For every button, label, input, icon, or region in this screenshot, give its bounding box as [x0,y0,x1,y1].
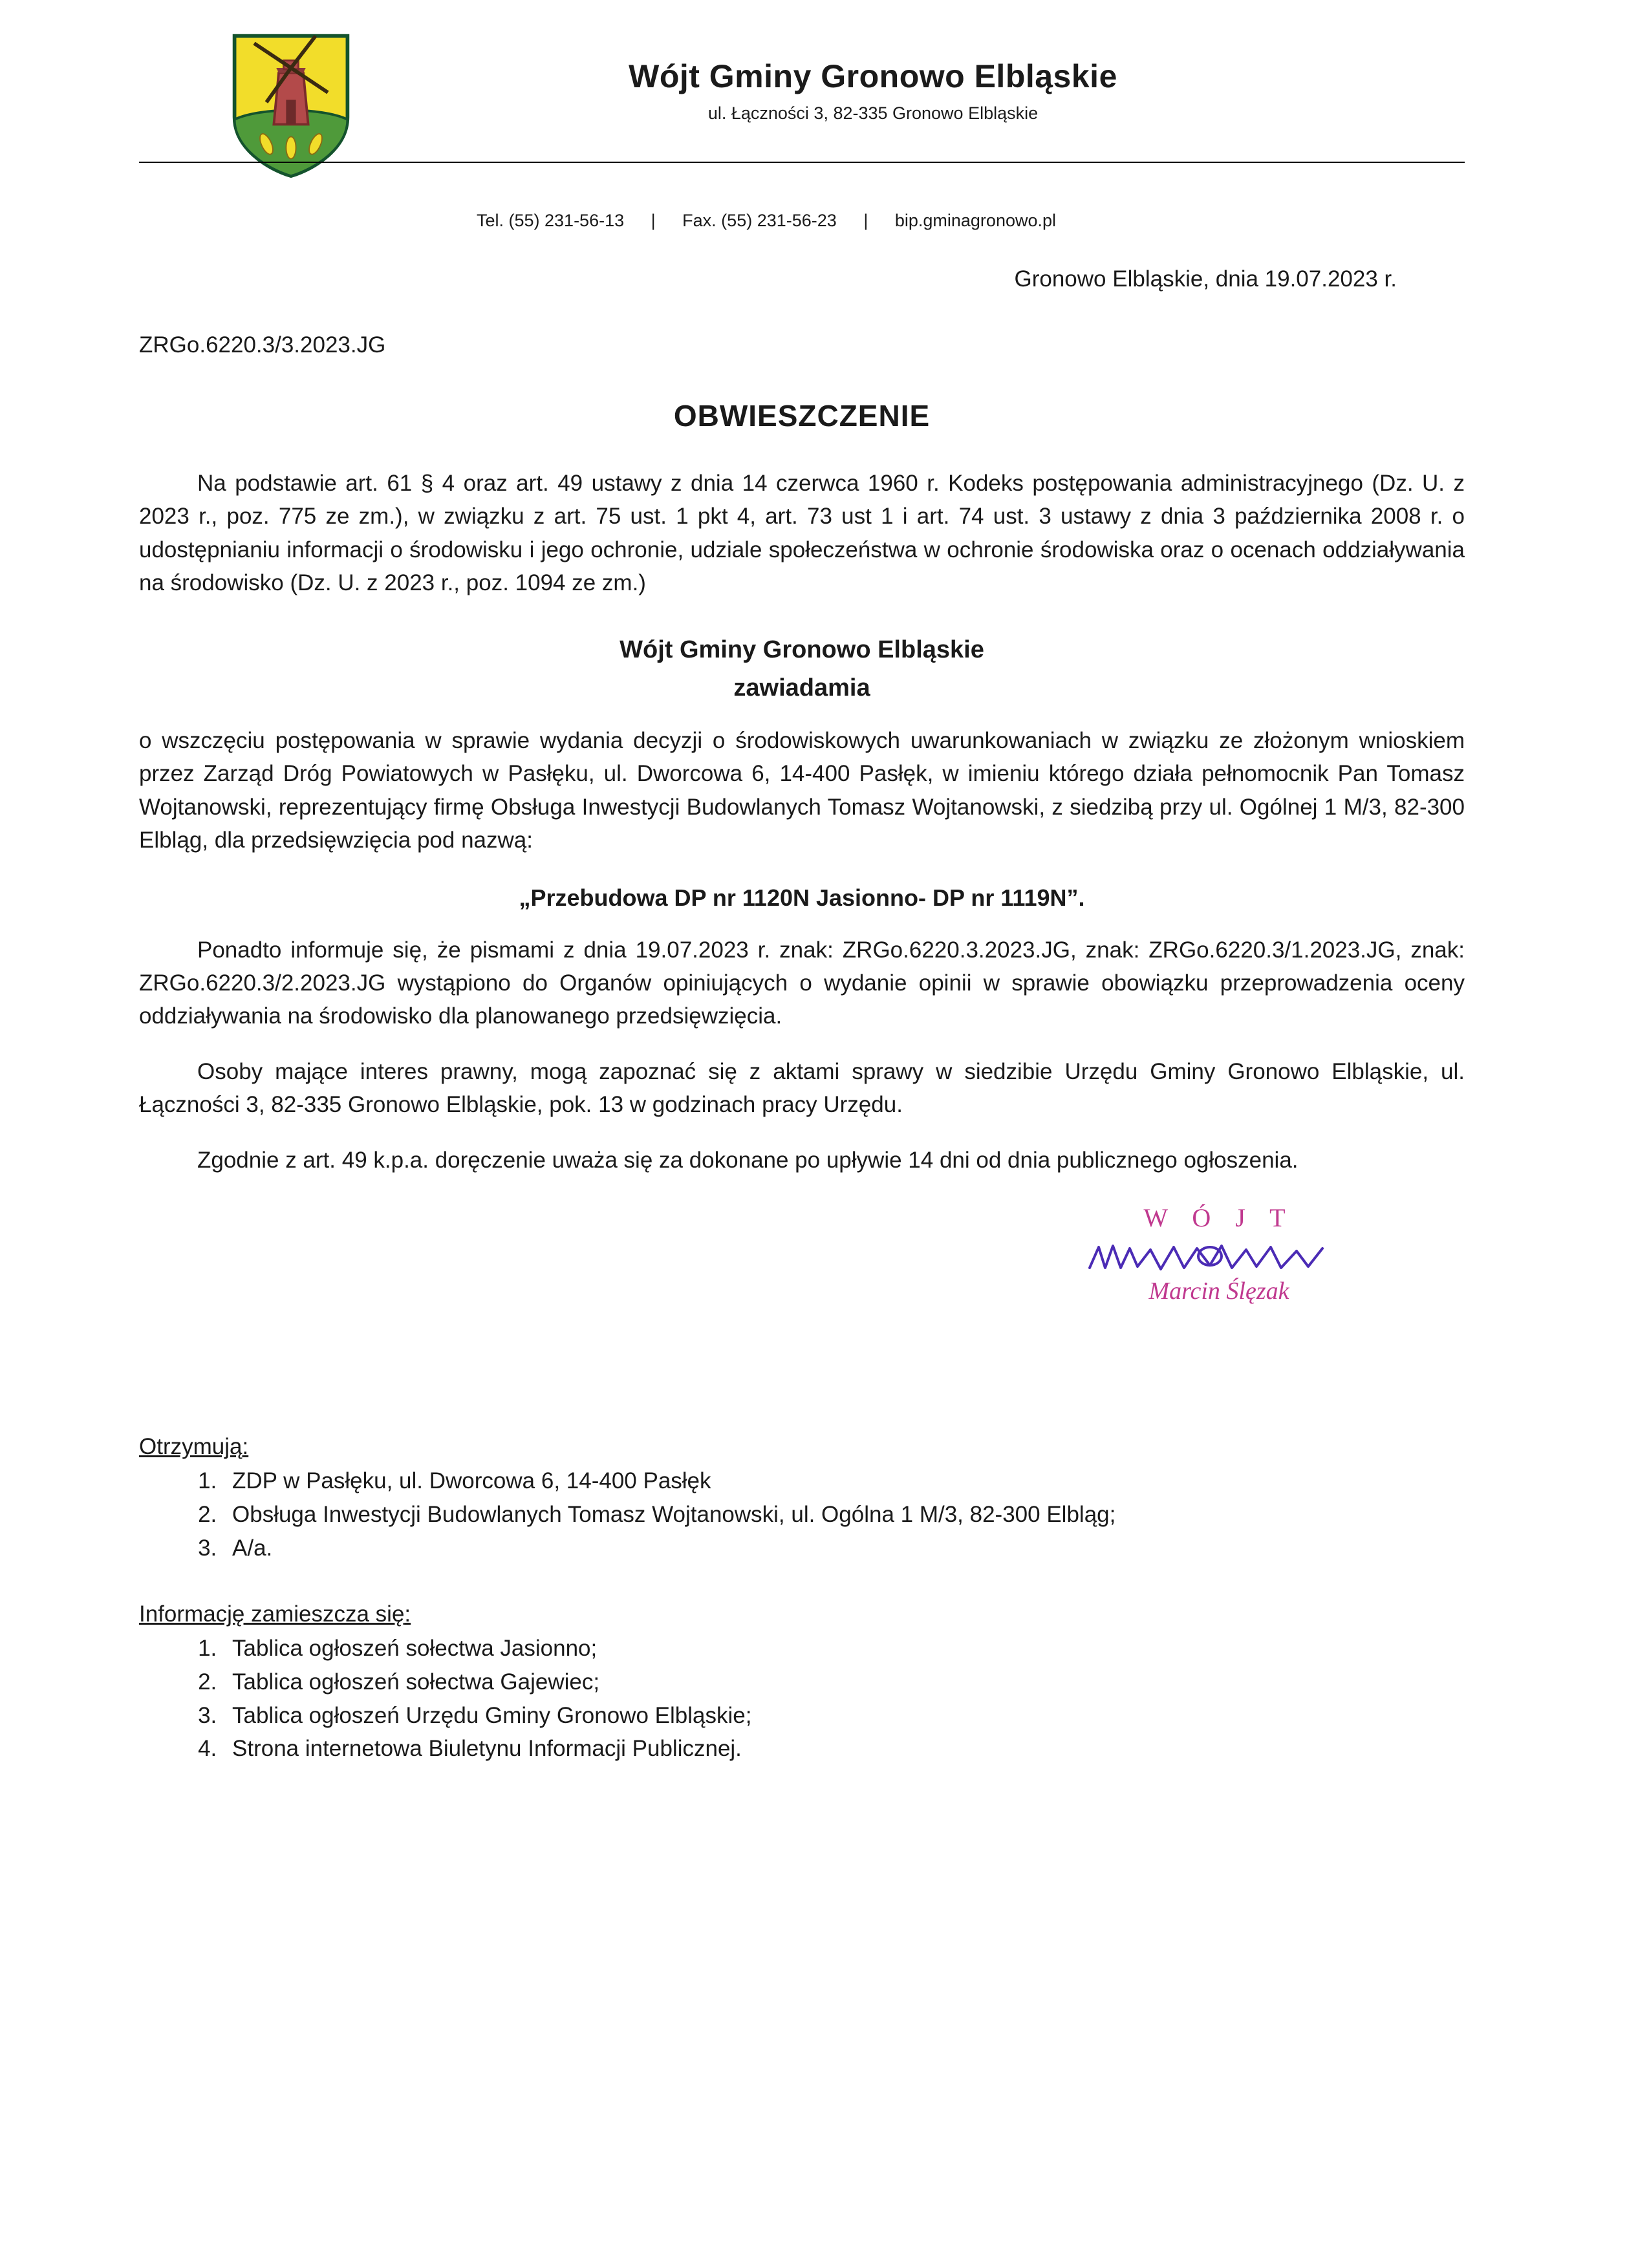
list-item: 1. Tablica ogłoszeń sołectwa Jasionno; [223,1632,1465,1665]
announcer-line-1: Wójt Gminy Gronowo Elbląskie [620,636,984,663]
office-name: Wójt Gminy Gronowo Elbląskie [629,58,1117,94]
project-name: „Przebudowa DP nr 1120N Jasionno- DP nr 1119N”. [519,884,1085,911]
place-and-date: Gronowo Elbląskie, dnia 19.07.2023 r. [1014,266,1397,292]
paragraph-additional: Ponadto informuje się, że pismami z dnia 19.07.2023 r. znak: ZRGo.6220.3.2023.JG, znak: ZRGo.6220.3/1.2023.JG, znak: ZRGo.6220.3/2.2023.JG wystąpiono do Organów opiniujących o wydanie opinii w sprawie obowiązku przeprowadzenia oceny oddziaływania na środowisko dla planowanego przedsięwzięcia. [139,937,1465,1029]
list-item: 2. Obsługa Inwestycji Budowlanych Tomasz Wojtanowski, ul. Ogólna 1 M/3, 82-300 Elbląg; [223,1499,1465,1531]
publication-list [139,1632,1465,1765]
signature-name: Marcin Ślęzak [1148,1278,1289,1305]
document-content [139,26,1465,1766]
recipients-heading-colon: : [242,1434,249,1460]
paragraph-file-access: Osoby mające interes prawny, mogą zapoznać się z aktami sprawy w siedzibie Urzędu Gminy Gronowo Elbląskie, ul. Łączności 3, 82-335 Gronowo Elbląskie, pok. 13 w godzinach pracy Urzędu. [139,1058,1465,1118]
paragraph-delivery: Zgodnie z art. 49 k.p.a. doręczenie uważa się za dokonane po upływie 14 dni od dnia publicznego ogłoszenia. [197,1147,1299,1173]
publication-heading-text: Informację zamieszcza się [139,1601,405,1627]
separator-1: | [651,211,656,230]
handwritten-signature-icon [1083,1236,1355,1281]
website-text: bip.gminagronowo.pl [894,211,1057,230]
list-item: 4. Strona internetowa Biuletynu Informacji Publicznej. [223,1733,1465,1765]
fax-text: Fax. (55) 231-56-23 [682,211,837,230]
phone-text: Tel. (55) 231-56-13 [476,211,625,230]
list-item: 3. A/a. [223,1532,1465,1565]
list-item: 1. ZDP w Pasłęku, ul. Dworcowa 6, 14-400 Pasłęk [223,1465,1465,1497]
separator-2: | [863,211,868,230]
document-title: OBWIESZCZENIE [673,399,931,433]
contact-row [139,211,1465,231]
list-item: 2. Tablica ogłoszeń sołectwa Gajewiec; [223,1666,1465,1698]
signature-title: W Ó J T [1143,1203,1295,1233]
office-address: ul. Łączności 3, 82-335 Gronowo Elbląskie [707,103,1039,123]
recipients-heading-text: Otrzymują [139,1434,242,1460]
letterhead-text [352,26,1465,123]
signature-area [139,1203,1465,1351]
paragraph-legal-basis: Na podstawie art. 61 § 4 oraz art. 49 ustawy z dnia 14 czerwca 1960 r. Kodeks postępowania administracyjnego (Dz. U. z 2023 r., poz. 775 ze zm.), w związku z art. 75 ust. 1 pkt 4, art. 73 ust 1 i art. 74 ust. 3 ustawy z dnia 3 października 2008 r. o udostępnianiu informacji o środowisku i jego ochronie, udziale społeczeństwa w ochronie środowiska oraz o ocenach oddziaływania na środowisko (Dz. U. z 2023 r., poz. 1094 ze zm.) [139,471,1465,596]
signature-stamp [1083,1203,1355,1305]
header-divider [139,162,1465,163]
publication-heading [139,1601,1465,1627]
reference-number: ZRGo.6220.3/3.2023.JG [139,332,386,358]
announcer-line-2: zawiadamia [733,674,870,701]
publication-heading-colon: : [404,1601,411,1627]
paragraph-subject: o wszczęciu postępowania w sprawie wydania decyzji o środowiskowych uwarunkowaniach w związku ze złożonym wnioskiem przez Zarząd Dróg Powiatowych w Pasłęku, ul. Dworcowa 6, 14-400 Pasłęk, w imieniu którego działa pełnomocnik Pan Tomasz Wojtanowski, reprezentujący firmę Obsługa Inwestycji Budowlanych Tomasz Wojtanowski, z siedzibą przy ul. Ogólnej 1 M/3, 82-300 Elbląg, dla przedsięwzięcia pod nazwą: [139,727,1465,853]
recipients-list [139,1465,1465,1564]
spacer [139,1351,1465,1396]
recipients-heading [139,1434,1465,1460]
list-item: 3. Tablica ogłoszeń Urzędu Gminy Gronowo Elbląskie; [223,1700,1465,1732]
letterhead [139,26,1465,194]
coat-of-arms-icon [230,31,352,182]
